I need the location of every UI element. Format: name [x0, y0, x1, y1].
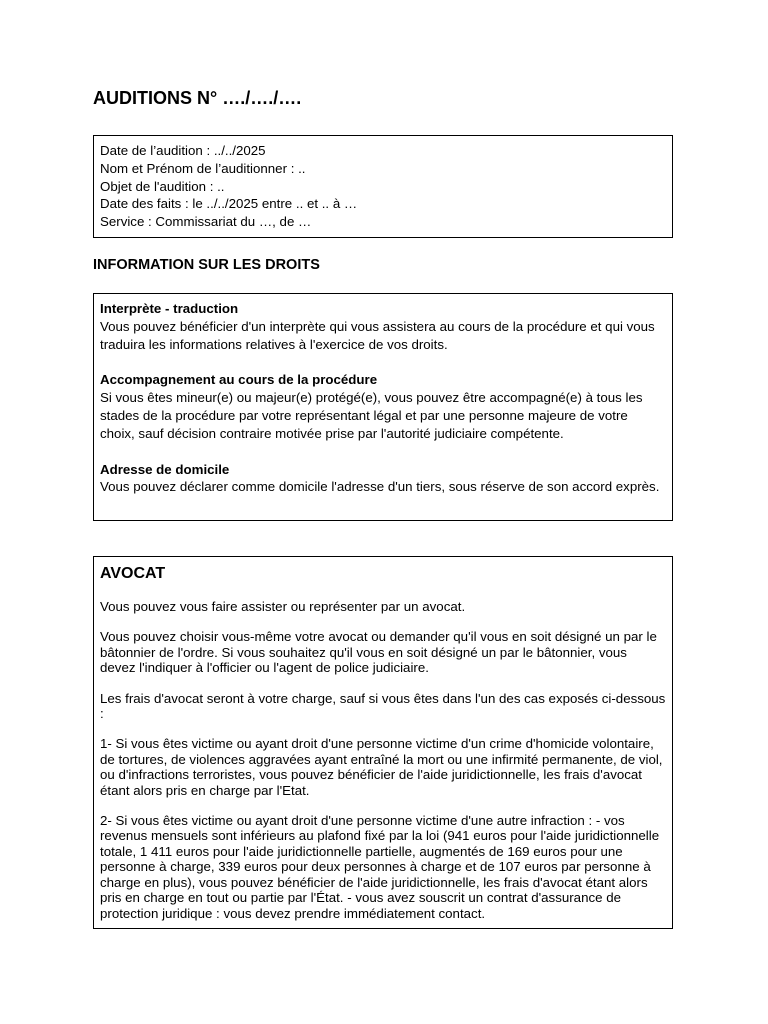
facts-date-line: Date des faits : le ../../2025 entre .. et .. à … [100, 196, 358, 212]
avocat-paragraph: 2- Si vous êtes victime ou ayant droit d'une personne victime d'une autre infraction : - vos revenus mensuels sont inférieurs au plafond fixé par la loi (941 euros pour l'aide juridictionnelle totale, 1 411 euros pour l'aide juridictionnelle partielle, augmentés de 169 euros pour une personne à charge, 339 euros pour deux personnes à charge et de 107 euros par personne à charge en plus), vous pouvez bénéficier de l'aide juridictionnelle, les frais d'avocat étant alors pris en charge en tout ou partie par l'État. - vous avez souscrit un contrat d'assurance de protection juridique : vous devez prendre immédiatement contact. [100, 813, 660, 921]
auditioner-name-line: Nom et Prénom de l’auditionner : .. [100, 160, 306, 176]
rights-block-accompaniment [100, 371, 666, 442]
rights-heading: Accompagnement au cours de la procédure [100, 372, 378, 388]
rights-text: Vous pouvez bénéficier d'un interprète qui vous assistera au cours de la procédure et qui vous traduira les informations relatives à l'exercice de vos droits. [100, 318, 655, 352]
rights-text: Vous pouvez déclarer comme domicile l'adresse d'un tiers, sous réserve de son accord exprès. [100, 479, 660, 495]
page-title: AUDITIONS N° …./…./…. [93, 88, 302, 108]
rights-heading: Adresse de domicile [100, 461, 230, 477]
avocat-paragraph: Vous pouvez vous faire assister ou représenter par un avocat. [100, 599, 466, 614]
rights-block-interpreter [100, 300, 666, 353]
avocat-box [93, 556, 673, 929]
avocat-title: AVOCAT [100, 565, 166, 582]
avocat-paragraph: Les frais d'avocat seront à votre charge, sauf si vous êtes dans l'un des cas exposés ci-dessous : [100, 690, 666, 722]
avocat-paragraph: Vous pouvez choisir vous-même votre avocat ou demander qu'il vous en soit désigné un par le bâtonnier de l'ordre. Si vous souhaitez qu'il vous en soit désigné un par le bâtonnier, vous devez l'indiquer à l'officier ou l'agent de police judiciaire. [100, 629, 657, 676]
audition-info-box [93, 135, 673, 238]
rights-section-title: INFORMATION SUR LES DROITS [93, 257, 320, 273]
audition-date-line: Date de l’audition : ../../2025 [100, 143, 266, 158]
avocat-paragraph: 1- Si vous êtes victime ou ayant droit d'une personne victime d'un crime d'homicide volontaire, de tortures, de violences aggravées ayant entraîné la mort ou une infirmité permanente, de viol, ou d'infractions terroristes, vous pouvez bénéficier de l'aide juridictionnelle, les frais d'avocat étant alors pris en charge par l'Etat. [100, 736, 663, 798]
rights-text: Si vous êtes mineur(e) ou majeur(e) protégé(e), vous pouvez être accompagné(e) à tous les stades de la procédure par votre représentant légal et par une personne majeure de votre choix, sauf décision contraire motivée prise par l'autorité judiciaire compétente. [100, 390, 643, 441]
rights-block-domicile [100, 461, 666, 497]
service-line: Service : Commissariat du …, de … [100, 214, 312, 230]
rights-heading: Interprète - traduction [100, 301, 239, 316]
rights-box [93, 293, 673, 521]
audition-subject-line: Objet de l'audition : .. [100, 178, 225, 194]
